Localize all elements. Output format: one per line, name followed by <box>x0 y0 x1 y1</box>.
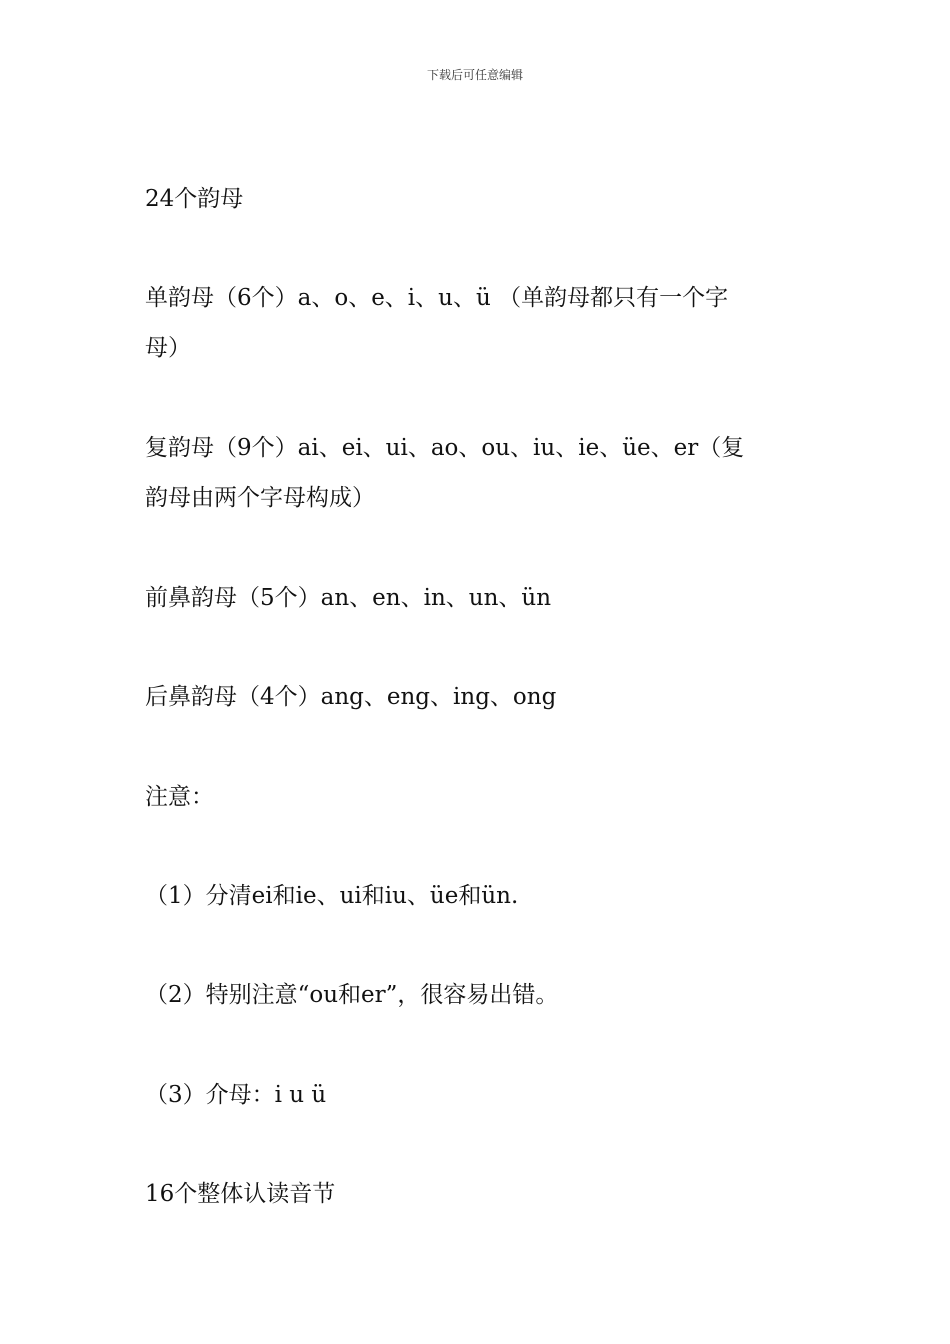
text-line: 韵母由两个字母构成） <box>145 485 375 511</box>
heading-24-finals <box>145 174 810 224</box>
front-nasal-finals-paragraph <box>145 573 810 623</box>
simple-finals-paragraph <box>145 273 810 373</box>
text-line: （1）分清ei和ie、ui和iu、üe和ün. <box>145 883 519 909</box>
note-item-2 <box>145 970 810 1020</box>
heading-16-syllables <box>145 1169 810 1219</box>
text-line: 16个整体认读音节 <box>145 1181 336 1207</box>
text-line: 注意： <box>145 784 214 810</box>
text-line: 母） <box>145 335 191 361</box>
page-header: 下载后可任意编辑 <box>426 68 523 82</box>
text-line: 后鼻韵母（4个）ang、eng、ing、ong <box>145 684 557 710</box>
text-line: 复韵母（9个）ai、ei、ui、ao、ou、iu、ie、üe、er（复 <box>145 435 745 461</box>
text-line: 前鼻韵母（5个）an、en、in、un、ün <box>145 585 552 611</box>
note-item-3 <box>145 1070 810 1120</box>
back-nasal-finals-paragraph <box>145 672 810 722</box>
text-line: 单韵母（6个）a、o、e、i、u、ü （单韵母都只有一个字 <box>145 285 729 311</box>
text-line: 24个韵母 <box>145 186 244 212</box>
text-line: （2）特别注意“ou和er”，很容易出错。 <box>145 982 559 1008</box>
compound-finals-paragraph <box>145 423 810 523</box>
note-heading <box>145 772 810 822</box>
note-item-1 <box>145 871 810 921</box>
text-line: （3）介母：i u ü <box>145 1082 327 1108</box>
